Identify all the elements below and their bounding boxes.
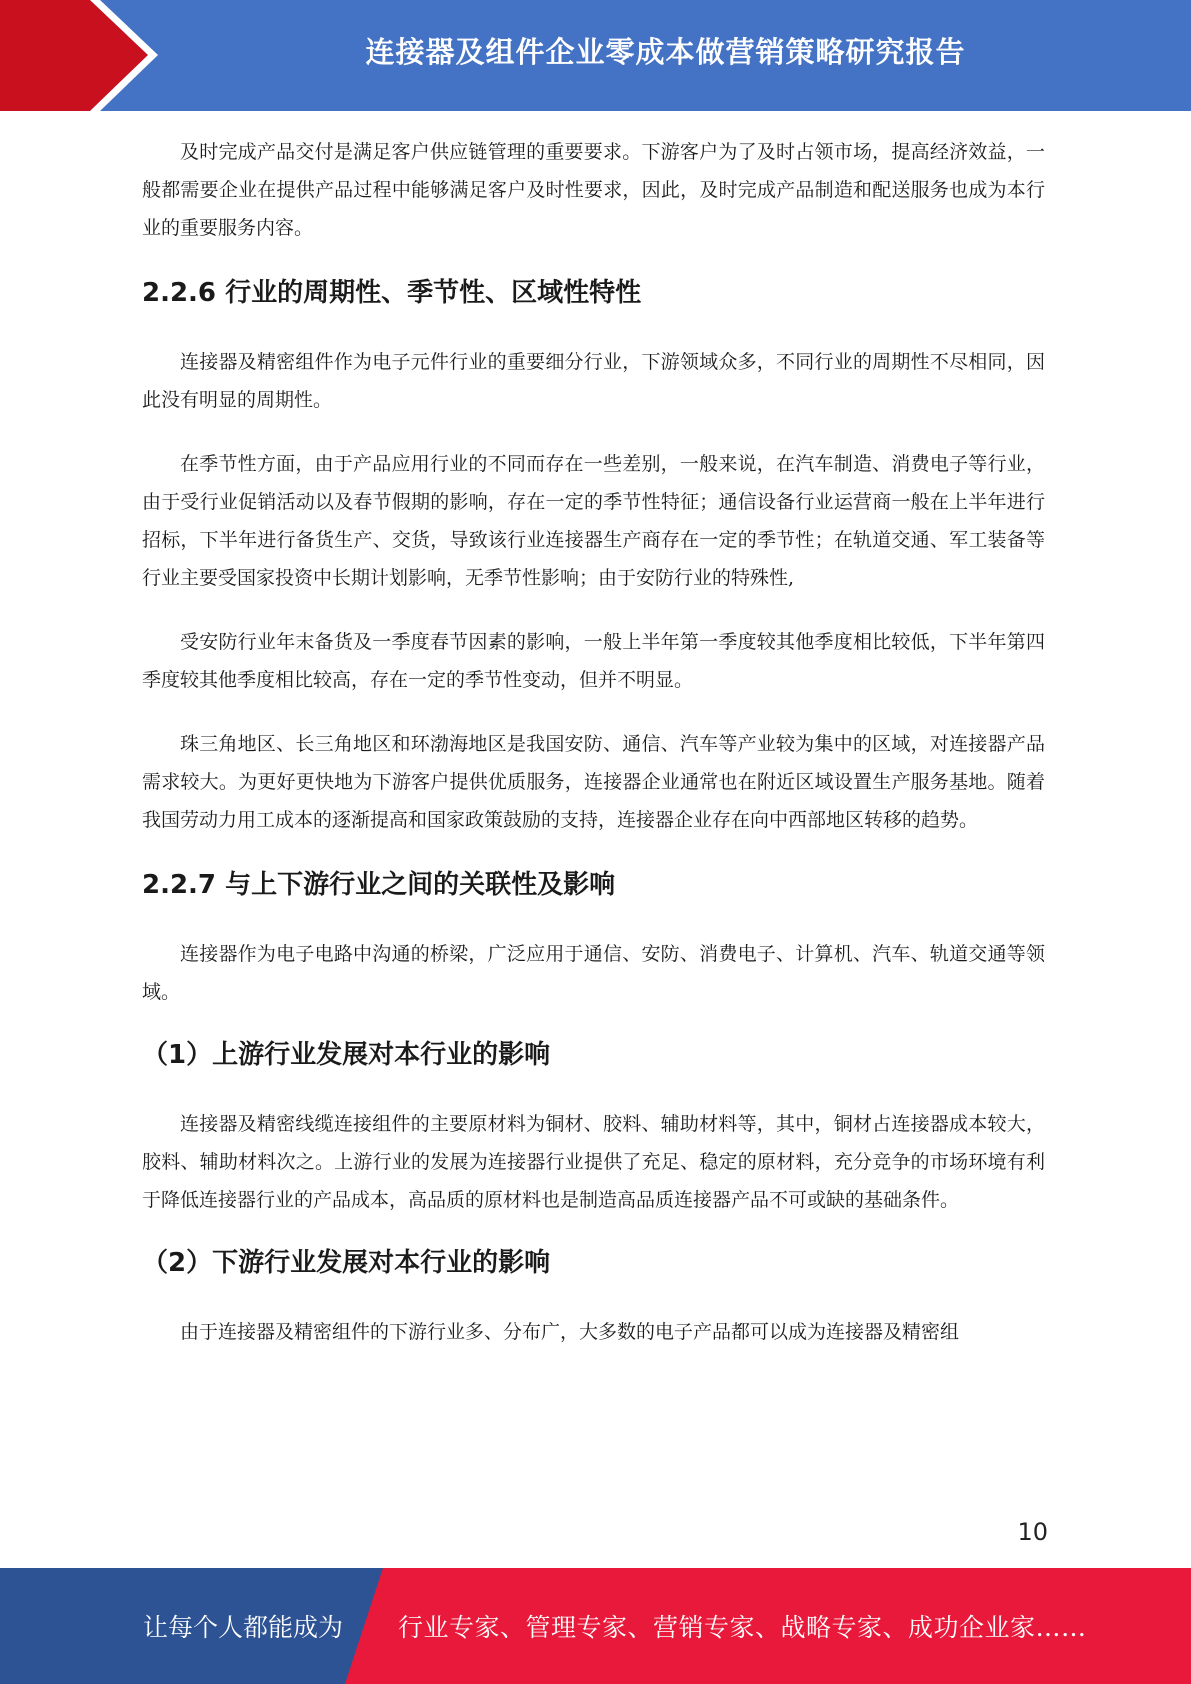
paragraph-regional: 珠三角地区、长三角地区和环渤海地区是我国安防、通信、汽车等产业较为集中的区域，对连接器产品需求较大。为更好更快地为下游客户提供优质服务，连接器企业通常也在附近区域设置生产服务基地。随着我国劳动力用工成本的逐渐提高和国家政策鼓励的支持，连接器企业存在向中西部地区转移的趋势。 xyxy=(142,733,1045,831)
section-heading-2-2-6: 2.2.6 行业的周期性、季节性、区域性特性 xyxy=(142,278,642,308)
page-header xyxy=(0,0,1191,111)
subheading-upstream: （1）上游行业发展对本行业的影响 xyxy=(142,1040,551,1070)
paragraph-delivery: 及时完成产品交付是满足客户供应链管理的重要要求。下游客户为了及时占领市场，提高经济效益，一般都需要企业在提供产品过程中能够满足客户及时性要求，因此，及时完成产品制造和配送服务也成为本行业的重要服务内容。 xyxy=(142,141,1045,239)
report-title: 连接器及组件企业零成本做营销策略研究报告 xyxy=(365,34,966,69)
paragraph-seasonality: 在季节性方面，由于产品应用行业的不同而存在一些差别，一般来说，在汽车制造、消费电子等行业，由于受行业促销活动以及春节假期的影响，存在一定的季节性特征；通信设备行业运营商一般在上半年进行招标，下半年进行备货生产、交货，导致该行业连接器生产商存在一定的季节性；在轨道交通、军工装备等行业主要受国家投资中长期计划影响，无季节性影响；由于安防行业的特殊性, xyxy=(142,453,1045,589)
header-red-arrow xyxy=(0,0,148,111)
paragraph-connector-bridge: 连接器作为电子电路中沟通的桥梁，广泛应用于通信、安防、消费电子、计算机、汽车、轨道交通等领域。 xyxy=(142,943,1045,1003)
footer-slogan-right: 行业专家、管理专家、营销专家、战略专家、成功企业家…… xyxy=(398,1613,1087,1642)
page-number: 10 xyxy=(1017,1518,1048,1546)
footer-slogan-left: 让每个人都能成为 xyxy=(143,1613,344,1642)
subheading-downstream: （2）下游行业发展对本行业的影响 xyxy=(142,1248,551,1278)
section-heading-2-2-7: 2.2.7 与上下游行业之间的关联性及影响 xyxy=(142,870,616,900)
paragraph-downstream: 由于连接器及精密组件的下游行业多、分布广，大多数的电子产品都可以成为连接器及精密组 xyxy=(180,1321,960,1343)
paragraph-security-season: 受安防行业年末备货及一季度春节因素的影响，一般上半年第一季度较其他季度相比较低，下半年第四季度较其他季度相比较高，存在一定的季节性变动，但并不明显。 xyxy=(142,631,1045,691)
paragraph-upstream: 连接器及精密线缆连接组件的主要原材料为铜材、胶料、辅助材料等，其中，铜材占连接器成本较大，胶料、辅助材料次之。上游行业的发展为连接器行业提供了充足、稳定的原材料，充分竞争的市场环境有利于降低连接器行业的产品成本，高品质的原材料也是制造高品质连接器产品不可或缺的基础条件。 xyxy=(142,1113,1045,1211)
page-footer xyxy=(0,1568,1191,1684)
paragraph-cyclicality: 连接器及精密组件作为电子元件行业的重要细分行业，下游领域众多，不同行业的周期性不尽相同，因此没有明显的周期性。 xyxy=(142,351,1045,411)
document-body xyxy=(142,133,1045,1351)
